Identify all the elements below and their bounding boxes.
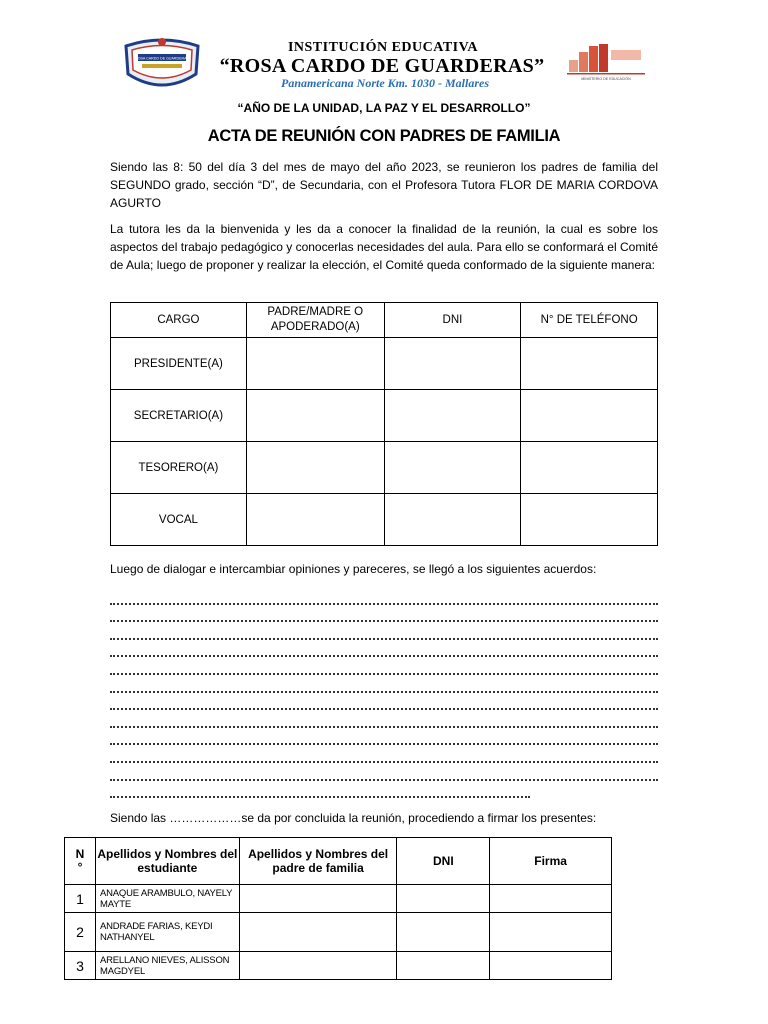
col-header-phone: N° DE TELÉFONO <box>521 303 658 338</box>
year-motto: “AÑO DE LA UNIDAD, LA PAZ Y EL DESARROLLO” <box>237 101 531 115</box>
student-name: ANAQUE ARAMBULO, NAYELY MAYTE <box>95 885 239 913</box>
dni-cell[interactable] <box>397 913 490 952</box>
parent-name-cell[interactable] <box>239 952 397 980</box>
row-number: 1 <box>65 885 96 913</box>
parent-cell[interactable] <box>246 390 384 442</box>
agreements-intro: Luego de dialogar e intercambiar opiniones y pareceres, se llegó a los siguientes acuerdos: <box>110 562 597 576</box>
signature-cell[interactable] <box>490 885 612 913</box>
table-row <box>111 338 658 390</box>
role-president: PRESIDENTE(A) <box>111 338 247 390</box>
dni-cell[interactable] <box>384 390 521 442</box>
parent-cell[interactable] <box>246 338 384 390</box>
phone-cell[interactable] <box>521 338 658 390</box>
document-title: ACTA DE REUNIÓN CON PADRES DE FAMILIA <box>207 127 561 145</box>
row-number: 2 <box>65 913 96 952</box>
institution-name: “ROSA CARDO DE GUARDERAS” <box>219 55 545 77</box>
col-header-parent-name: Apellidos y Nombres del padre de familia <box>239 838 397 885</box>
committee-table <box>110 302 658 546</box>
student-name: ANDRADE FARIAS, KEYDI NATHANYEL <box>95 913 239 952</box>
signature-cell[interactable] <box>490 913 612 952</box>
table-row <box>111 494 658 546</box>
dotted-line[interactable] <box>110 622 658 640</box>
ministry-logo <box>565 42 647 86</box>
dotted-line[interactable] <box>110 657 658 675</box>
dotted-line[interactable] <box>110 710 658 728</box>
committee-header-row <box>111 303 658 338</box>
table-row <box>65 952 612 980</box>
dotted-line[interactable] <box>110 675 658 693</box>
dni-cell[interactable] <box>397 885 490 913</box>
dotted-line[interactable] <box>110 745 658 763</box>
role-vocal: VOCAL <box>111 494 247 546</box>
ministry-logo-text: MINISTERIO DE EDUCACIÓN <box>581 77 631 81</box>
institution-address: Panamericana Norte Km. 1030 - Mallares <box>280 76 489 90</box>
table-row <box>65 885 612 913</box>
institution-type: INSTITUCIÓN EDUCATIVA <box>287 40 479 55</box>
table-row <box>111 442 658 494</box>
letterhead <box>110 32 670 98</box>
role-treasurer: TESORERO(A) <box>111 442 247 494</box>
col-header-signature: Firma <box>490 838 612 885</box>
school-crest-logo <box>122 36 202 92</box>
signature-cell[interactable] <box>490 952 612 980</box>
parent-cell[interactable] <box>246 494 384 546</box>
phone-cell[interactable] <box>521 442 658 494</box>
col-header-dni: DNI <box>397 838 490 885</box>
role-secretary: SECRETARIO(A) <box>111 390 247 442</box>
crest-logo-text: ROSA CARDO DE GUARDERAS <box>135 56 189 61</box>
col-header-dni: DNI <box>384 303 521 338</box>
dotted-line[interactable] <box>110 763 658 781</box>
parent-name-cell[interactable] <box>239 913 397 952</box>
table-row <box>111 390 658 442</box>
committee-intro-paragraph: La tutora les da la bienvenida y les da a conocer la finalidad de la reunión, la cual es sobre los aspectos del trabajo pedagógico y conocerlas necesidades del aula. Para ello se conformará el Comité de Aula; luego de proponer y realizar la elección, el Comité queda conformado de la siguiente manera: <box>110 222 658 272</box>
phone-cell[interactable] <box>521 390 658 442</box>
dni-cell[interactable] <box>384 442 521 494</box>
dni-cell[interactable] <box>397 952 490 980</box>
student-name: ARELLANO NIEVES, ALISSON MAGDYEL <box>95 952 239 980</box>
dotted-line[interactable] <box>110 728 658 746</box>
dotted-line[interactable] <box>110 781 530 799</box>
dni-cell[interactable] <box>384 494 521 546</box>
col-header-cargo: CARGO <box>111 303 247 338</box>
dotted-line[interactable] <box>110 587 658 605</box>
parent-cell[interactable] <box>246 442 384 494</box>
closing-statement: Siendo las ………………se da por concluida la reunión, procediendo a firmar los presentes: <box>110 811 597 825</box>
dotted-line[interactable] <box>110 605 658 623</box>
table-row <box>65 913 612 952</box>
parent-name-cell[interactable] <box>239 885 397 913</box>
col-header-student: Apellidos y Nombres del estudiante <box>95 838 239 885</box>
phone-cell[interactable] <box>521 494 658 546</box>
col-header-number: N ° <box>65 838 96 885</box>
attendance-table <box>64 837 612 980</box>
attendance-header-row <box>65 838 612 885</box>
dni-cell[interactable] <box>384 338 521 390</box>
dotted-line[interactable] <box>110 640 658 658</box>
meeting-intro-paragraph: Siendo las 8: 50 del día 3 del mes de mayo del año 2023, se reunieron los padres de familia del SEGUNDO grado, sección “D”, de Secundaria, con el Profesora Tutora FLOR DE MARIA CORDOVA AGURTO <box>110 160 658 210</box>
row-number: 3 <box>65 952 96 980</box>
col-header-parent: PADRE/MADRE O APODERADO(A) <box>246 303 384 338</box>
dotted-line[interactable] <box>110 693 658 711</box>
agreements-writing-lines[interactable] <box>110 587 658 798</box>
